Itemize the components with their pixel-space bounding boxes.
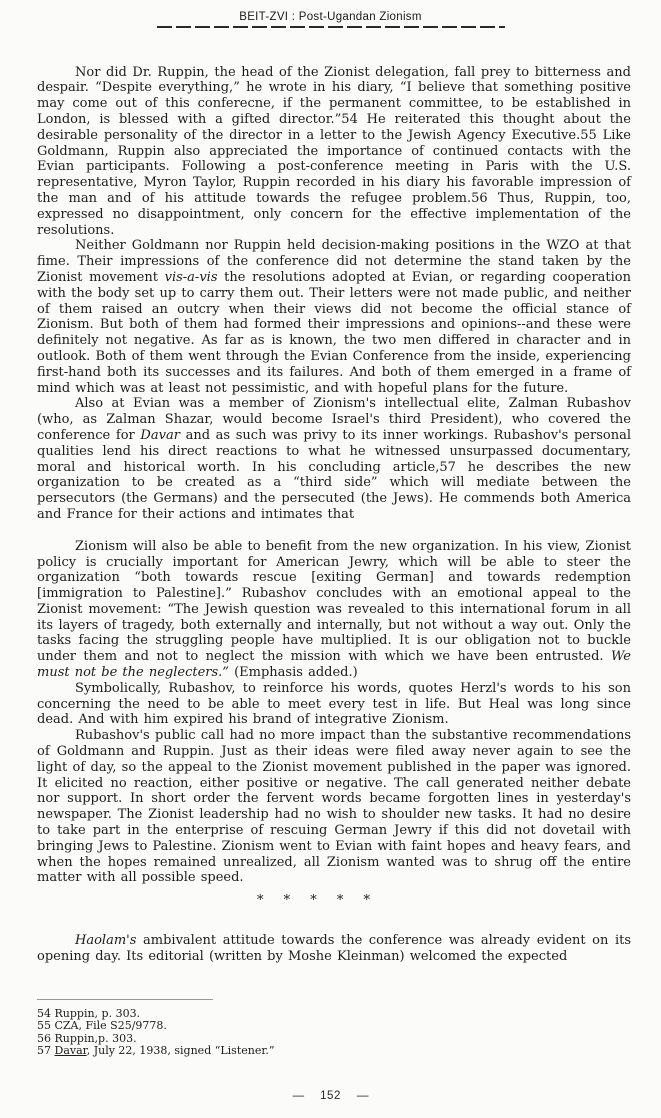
footer-dash-right: — [356,1090,369,1102]
text-run: Rubashov's public call had no more impact than the substantive recommendations of Goldmann and Ruppin. Just as their ideas were filed away never again to see the light of day, so the appeal to the Zionist movement published in the paper was ignored. It elicited no reaction, either positive or negative. The call generated neither debate nor support. In short order the fervent words became forgotten lines in yesterday's newspaper. The Zionist leadership had no wish to shoulder new tasks. It had no desire to take part in the enterprise of rescuing German Jewry if this did not dovetail with bringing Jews to Palestine. Zionism went to Evian with faint hopes and heavy fears, and when the hopes remained unrealized, all Zionism wanted was to shrug off the entire matter with all possible speed. [37,728,631,886]
footer-dash-left: — [292,1090,305,1102]
italic-text-run: vis-a-vis [164,269,218,285]
italic-text-run: Davar [140,427,180,443]
text-run: Also at Evian was a member of Zionism's intellectual elite, Zalman Rubashov (who, as Zalman Shazar, would become Israel's third President), who covered the conference for [37,396,631,443]
paragraph-ruppin-reaction [37,65,631,239]
text-run: 55 CZA, File S25/9778. [37,1019,167,1033]
section-separator: * * * * * [256,893,372,909]
footnotes-section [37,999,631,1058]
paragraph-rubashov-intro [37,396,631,522]
footnotes-list [37,1008,631,1058]
text-run: Zionism will also be able to benefit from the new organization. In his view, Zionist policy is crucially important for American Jewry, which will be able to steer the organization “both towards rescue [exiting German] and towards redemption [immigration to Palestine].” Rubashov concludes with an emotional appeal to the Zionist movement: “The Jewish question was revealed to this international forum in all its layers of tragedy, both externally and internally, but not without a way out. Only the tasks facing the struggling people have multiplied. It is our obligation not to buckle under them and not to neglect the mission with which we have been entrusted. [37,538,631,665]
text-run: and as such was privy to its inner workings. Rubashov's personal qualities lend his direct reactions to what he witnessed unsurpassed documentary, moral and historical worth. In his concluding article,57 he describes the new organization to be created as a “third side” which will mediate between the persecutors (the Germans) and the persecuted (the Jews). He commends both America and France for their actions and intimates that [37,427,631,522]
paragraph-herzl-words [37,681,631,728]
text-run: Nor did Dr. Ruppin, the head of the Zionist delegation, fall prey to bitterness and despair. “Despite everything,” he wrote in his diary, “I believe that something positive may come out of this conferecne, if the permanent committee, to be established in London, is blessed with a gifted director.”54 He reiterated this thought about the desirable personality of the director in a letter to the Jewish Agency Executive.55 Like Goldmann, Ruppin also appreciated the importance of continued contacts with the Evian participants. Following a post-conference meeting in Paris with the U.S. representative, Myron Taylor, Ruppin recorded in his diary his favorable impression of the man and of his attitude towards the refugee problem.56 Thus, Ruppin, too, expressed no disappointment, only concern for the effective implementation of the resolutions. [37,64,631,238]
paragraph-rubashov-quote [37,539,631,681]
page-footer [0,1090,661,1102]
paragraph-goldmann-ruppin-positions [37,238,631,396]
text-run: , July 22, 1938, signed “Listener.” [86,1044,275,1058]
page-number: 152 [320,1090,341,1102]
text-run: ambivalent attitude towards the conference was already evident on its opening day. Its editorial (written by Moshe Kleinman) welcomed the expected [37,933,631,965]
paragraph-haolam-attitude [37,933,631,965]
running-header-title: BEIT-ZVI : Post-Ugandan Zionism [239,11,422,23]
page-body [37,65,631,965]
paragraph-call-ignored [37,728,631,886]
italic-text-run: Haolam's [75,933,137,949]
italic-text-run: We must not be the neglecters.” [37,649,631,681]
text-run: 57 [37,1044,55,1058]
underlined-text-run: Davar [54,1044,87,1058]
footnote [37,1045,631,1057]
footnote-divider [37,999,213,1000]
page-header [0,0,661,28]
text-run: Neither Goldmann nor Ruppin held decision-making positions in the WZO at that fime. Their impressions of the conference did not determine the stand taken by the Zionist movement [37,238,631,285]
text-run: the resolutions adopted at Evian, or regarding cooperation with the body set up to carry them out. Their letters were not made public, and neither of them raised an outcry when their views did not become the official stance of Zionism. But both of them had formed their impressions and opinions--and these were definitely not negative. As far as is known, the two men differed in character and in outlook. Both of them went through the Evian Conference from the inside, experiencing first-hand both its successes and its failures. And both of them emerged in a frame of mind which was at least not pessimistic, and with hopeful plans for the future. [37,269,631,396]
text-run: (Emphasis added.) [228,665,358,681]
text-run: 54 Ruppin, p. 303. [37,1007,141,1020]
text-run: Symbolically, Rubashov, to reinforce his words, quotes Herzl's words to his son concerning the need to be able to meet every test in life. But Heal was long since dead. And with him expired his brand of integrative Zionism. [37,680,631,728]
text-run: 56 Ruppin,p. 303. [37,1031,137,1045]
header-rule [157,26,505,28]
